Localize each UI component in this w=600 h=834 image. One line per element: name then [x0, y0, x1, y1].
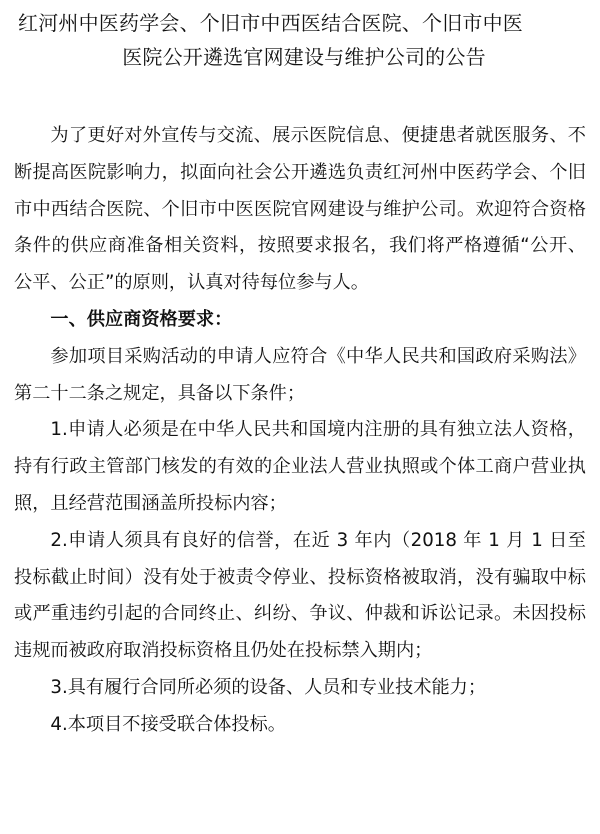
document-title: [0, 0, 600, 74]
title-line-2: 医院公开遴选官网建设与维护公司的公告: [122, 45, 486, 69]
title-line-1: 红河州中医药学会、个旧市中西医结合医院、个旧市中医: [18, 11, 523, 35]
intro-paragraph: 为了更好对外宣传与交流、展示医院信息、便捷患者就医服务、不断提高医院影响力，拟面向社会公开遴选负责红河州中医药学会、个旧市中西结合医院、个旧市中医医院官网建设与维护公司。欢迎符合资格条件的供应商准备相关资料，按照要求报名，我们将严格遵循“公开、公平、公正”的原则，认真对待每位参与人。: [14, 125, 586, 294]
requirement-item-3: 3.具有履行合同所必须的设备、人员和专业技术能力；: [50, 676, 487, 698]
qualification-intro-paragraph: 参加项目采购活动的申请人应符合《中华人民共和国政府采购法》第二十二条之规定，具备以下条件；: [14, 345, 586, 404]
document-body: [0, 118, 600, 744]
requirement-item-1: 1.申请人必须是在中华人民共和国境内注册的具有独立法人资格，持有行政主管部门核发的有效的企业法人营业执照或个体工商户营业执照，且经营范围涵盖所投标内容；: [14, 419, 586, 514]
requirement-item-4: 4.本项目不接受联合体投标。: [50, 713, 286, 735]
section-heading-supplier-qualifications: 一、供应商资格要求：: [50, 308, 233, 330]
requirement-item-2: 2.申请人须具有良好的信誉，在近 3 年内（2018 年 1 月 1 日至投标截止时间）没有处于被责令停业、投标资格被取消，没有骗取中标或严重违约引起的合同终止、纠纷、争议、仲裁和诉讼记录。未因投标违规而被政府取消投标资格且仍处在投标禁入期内；: [14, 529, 586, 662]
